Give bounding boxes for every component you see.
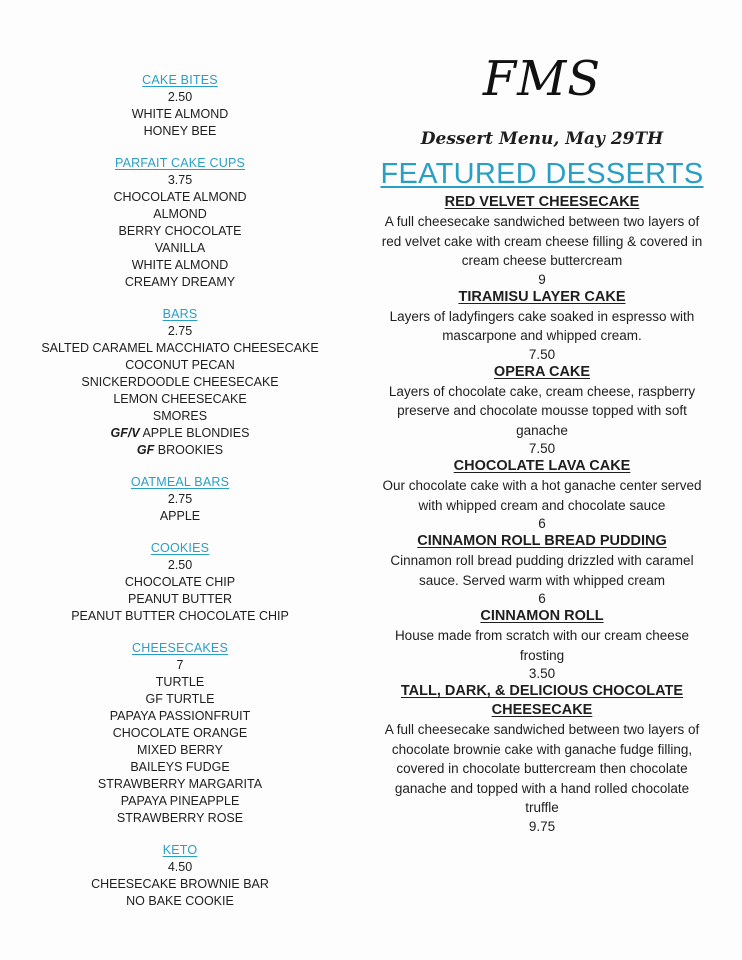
category-title: OATMEAL BARS [130, 475, 230, 489]
menu-item: NO BAKE COOKIE [126, 894, 234, 908]
gfv-item: APPLE BLONDIES [139, 426, 250, 440]
gfv-prefix: GF/V [110, 426, 140, 440]
dessert-name: TALL, DARK, & DELICIOUS CHOCOLATE CHEESECAKE [400, 683, 684, 718]
category-price: 3.75 [167, 173, 193, 187]
dessert-description: A full cheesecake sandwiched between two layers of red velvet cake with cream cheese filling & covered in cream cheese buttercream [381, 214, 703, 268]
featured-dessert [380, 607, 704, 682]
category-title: CAKE BITES [142, 73, 218, 87]
left-menu-column [20, 72, 340, 925]
fms-logo: FMS [482, 51, 602, 107]
featured-desserts-heading: FEATURED DESSERTS [380, 158, 704, 190]
featured-dessert [380, 193, 704, 288]
category-price: 2.50 [167, 558, 193, 572]
dessert-name: TIRAMISU LAYER CAKE [458, 288, 626, 305]
category-cheesecakes [20, 640, 340, 827]
dessert-price: 3.50 [528, 666, 556, 681]
menu-item-gf [20, 442, 340, 459]
gf-prefix: GF [136, 443, 155, 457]
menu-item: SNICKERDOODLE CHEESECAKE [81, 375, 279, 389]
category-title: KETO [162, 843, 198, 857]
dessert-name: CINNAMON ROLL BREAD PUDDING [417, 533, 667, 549]
dessert-description: House made from scratch with our cream cheese frosting [394, 628, 690, 663]
dessert-description: Layers of ladyfingers cake soaked in espresso with mascarpone and whipped cream. [389, 308, 695, 343]
menu-item: PAPAYA PINEAPPLE [120, 794, 240, 808]
menu-item: LEMON CHEESECAKE [113, 392, 247, 406]
gf-item: BROOKIES [154, 443, 224, 457]
menu-item: CHEESECAKE BROWNIE BAR [91, 877, 269, 891]
category-price: 4.50 [167, 860, 193, 874]
menu-item: BAILEYS FUDGE [130, 760, 230, 774]
dessert-name: RED VELVET CHEESECAKE [444, 194, 640, 210]
menu-item: TURTLE [155, 675, 205, 689]
menu-item: ALMOND [153, 207, 207, 221]
category-price: 2.75 [167, 324, 193, 338]
featured-dessert [380, 682, 704, 835]
category-parfait-cake-cups [20, 155, 340, 291]
category-price: 7 [176, 658, 184, 672]
menu-subtitle: Dessert Menu, May 29TH [420, 129, 664, 149]
dessert-description: Cinnamon roll bread pudding drizzled with caramel sauce. Served warm with whipped cream [390, 553, 694, 588]
menu-item: WHITE ALMOND [131, 258, 229, 272]
category-price: 2.50 [167, 90, 193, 104]
dessert-name: CHOCOLATE LAVA CAKE [453, 458, 631, 474]
dessert-name: CINNAMON ROLL [480, 608, 604, 624]
menu-item: SMORES [152, 409, 208, 423]
featured-dessert [380, 532, 704, 607]
menu-item: PAPAYA PASSIONFRUIT [109, 709, 251, 723]
menu-item: COCONUT PECAN [125, 358, 235, 372]
dessert-name: OPERA CAKE [493, 363, 591, 380]
menu-item: GF TURTLE [145, 692, 215, 706]
featured-column [380, 50, 704, 835]
category-title: COOKIES [150, 541, 210, 555]
category-price: 2.75 [167, 492, 193, 506]
featured-dessert [380, 457, 704, 532]
dessert-price: 7.50 [528, 346, 556, 362]
category-title: PARFAIT CAKE CUPS [114, 156, 246, 170]
menu-item: BERRY CHOCOLATE [118, 224, 242, 238]
menu-item: CHOCOLATE CHIP [124, 575, 236, 589]
category-title: BARS [162, 307, 198, 321]
menu-item: PEANUT BUTTER [128, 592, 232, 606]
dessert-price: 6 [538, 591, 546, 606]
featured-dessert [380, 288, 704, 363]
menu-item: CREAMY DREAMY [124, 275, 236, 289]
dessert-price: 9.75 [528, 818, 556, 834]
menu-item: PEANUT BUTTER CHOCOLATE CHIP [71, 609, 289, 623]
category-title: CHEESECAKES [132, 641, 228, 655]
menu-item: HONEY BEE [143, 124, 217, 138]
menu-item: STRAWBERRY MARGARITA [97, 777, 263, 791]
menu-item-gfv [20, 425, 340, 442]
dessert-description: A full cheesecake sandwiched between two layers of chocolate brownie cake with ganache fudge filling, covered in chocolate buttercream then chocolate ganache and topped with a hand rolled chocolate truffle [384, 722, 700, 815]
dessert-price: 9 [538, 271, 546, 287]
dessert-description: Layers of chocolate cake, cream cheese, raspberry preserve and chocolate mousse topped with soft ganache [388, 383, 696, 438]
menu-item: APPLE [159, 509, 201, 523]
dessert-description: Our chocolate cake with a hot ganache center served with whipped cream and chocolate sauce [382, 478, 702, 513]
category-cookies [20, 540, 340, 625]
menu-item: VANILLA [154, 241, 206, 255]
menu-item: STRAWBERRY ROSE [116, 811, 244, 825]
dessert-price: 7.50 [528, 441, 556, 456]
category-oatmeal-bars [20, 474, 340, 525]
featured-dessert [380, 363, 704, 458]
dessert-price: 6 [538, 516, 546, 531]
category-bars [20, 306, 340, 459]
category-cake-bites [20, 72, 340, 140]
category-keto [20, 842, 340, 910]
menu-item: CHOCOLATE ALMOND [113, 190, 247, 204]
menu-item: SALTED CARAMEL MACCHIATO CHEESECAKE [41, 341, 319, 355]
menu-item: WHITE ALMOND [131, 107, 229, 121]
menu-item: MIXED BERRY [137, 743, 223, 757]
menu-item: CHOCOLATE ORANGE [112, 726, 248, 740]
